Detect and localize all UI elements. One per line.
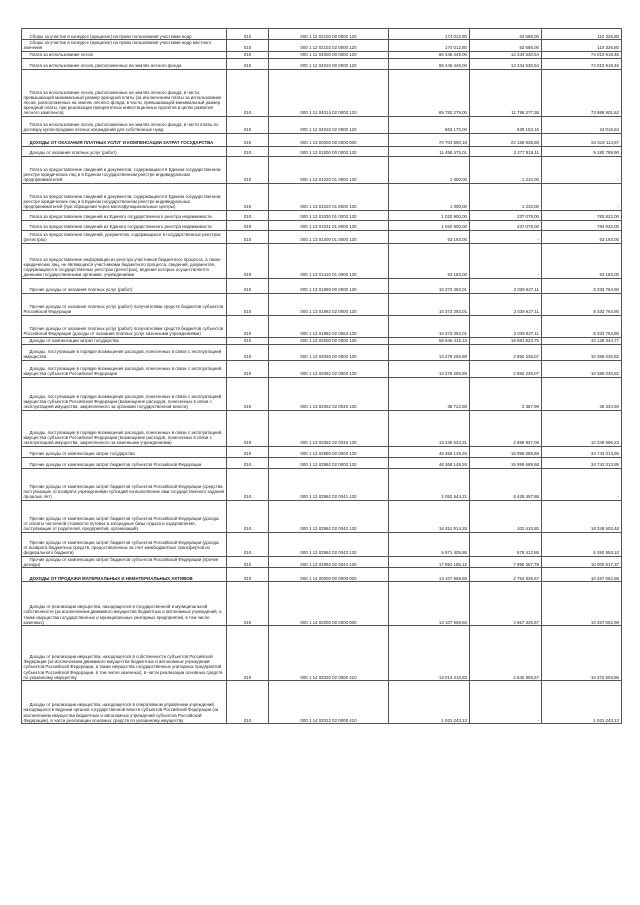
row-executed-cell: 2 640 906,67 (470, 626, 542, 681)
row-line-code-cell: 010 (227, 532, 269, 556)
table-row (22, 278, 622, 293)
row-name-cell: Прочие доходы от оказания платных услуг (работ) (22, 278, 227, 293)
row-line-code-cell: 010 (227, 133, 269, 146)
row-executed-cell: 1 210,00 (470, 156, 542, 183)
row-line-code-cell: 010 (227, 146, 269, 156)
table-row (22, 568, 622, 582)
row-line-code-cell: 010 (227, 183, 269, 210)
row-approved-cell: 85 782 279,00 (389, 69, 470, 116)
row-budget-code-cell: 000 1 13 01031 01 8000 130 (269, 220, 389, 230)
row-budget-code-cell: 000 1 13 01020 01 0000 130 (269, 156, 389, 183)
row-name-cell: Прочие доходы от компенсации затрат государства (22, 446, 227, 457)
row-line-code-cell: 010 (227, 377, 269, 410)
table-row (22, 532, 622, 556)
row-line-code-cell: 010 (227, 116, 269, 133)
row-budget-code-cell: 000 1 13 00000 00 0000 000 (269, 133, 389, 146)
row-line-code-cell: 010 (227, 337, 269, 344)
row-unexecuted-cell: 8 333 764,90 (542, 278, 622, 293)
row-line-code-cell: 010 (227, 315, 269, 337)
row-executed-cell: 12 434 530,54 (470, 58, 542, 69)
row-unexecuted-cell: 8 333 764,90 (542, 293, 622, 315)
row-unexecuted-cell: - (542, 468, 622, 500)
row-line-code-cell: 010 (227, 468, 269, 500)
row-approved-cell: 2 053 644,21 (389, 468, 470, 500)
row-unexecuted-cell: 110 326,80 (542, 40, 622, 52)
report-table-body (22, 29, 622, 724)
row-unexecuted-cell: 34 743 313,95 (542, 446, 622, 457)
table-row (22, 500, 622, 532)
row-name-cell: Плата за использование лесов, расположенных на землях лесного фонда (22, 58, 227, 69)
row-line-code-cell: 010 (227, 51, 269, 58)
row-budget-code-cell: 000 1 13 01020 01 8000 130 (269, 183, 389, 210)
row-line-code-cell: 010 (227, 40, 269, 52)
table-row (22, 344, 622, 360)
row-line-code-cell: 010 (227, 410, 269, 446)
revenue-report-table (21, 28, 621, 724)
table-row (22, 51, 622, 58)
table-row (22, 626, 622, 681)
row-name-cell: Доходы от реализации имущества, находящегося в собственности субъектов Российской Федерации (за исключением движимого имущества бюджетных и автономных учреждений субъектов Российской Федерации, а также имущества государственных унитарных предприятий субъектов Российской Федерации, в том числе казенных), в части реализации основных средств по указанному имуществу (22, 626, 227, 681)
row-unexecuted-cell: 36 334,59 (542, 377, 622, 410)
row-executed-cell: 237 078,00 (470, 210, 542, 220)
row-executed-cell: 19 891 923,75 (470, 337, 542, 344)
row-executed-cell: 2 039 627,11 (470, 315, 542, 337)
row-approved-cell: 1 020 900,00 (389, 220, 470, 230)
row-executed-cell: 22 189 838,88 (470, 133, 542, 146)
row-name-cell: Доходы от реализации имущества, находящегося в оперативном управлении учреждений, находящихся в ведении органов государственной власти субъектов Российской Федерации (за исключением имущества бюджетных и автономных учреждений субъектов Российской Федерации), в части реализации основных средств по указанному имуществу (22, 681, 227, 724)
row-name-cell: Доходы от компенсации затрат государства (22, 337, 227, 344)
row-unexecuted-cell: 63 183,00 (542, 243, 622, 278)
row-budget-code-cell: 000 1 13 02992 02 0041 130 (269, 468, 389, 500)
row-budget-code-cell: 000 1 13 02992 02 0044 130 (269, 556, 389, 568)
table-row (22, 337, 622, 344)
row-unexecuted-cell: 74 010 918,46 (542, 51, 622, 58)
row-line-code-cell: 010 (227, 360, 269, 377)
row-approved-cell: 1 931 243,13 (389, 681, 470, 724)
row-line-code-cell: 010 (227, 210, 269, 220)
row-budget-code-cell: 000 1 12 02102 02 0000 120 (269, 40, 389, 52)
row-approved-cell: 13 013 410,83 (389, 626, 470, 681)
table-row (22, 40, 622, 52)
row-approved-cell: 13 278 265,89 (389, 360, 470, 377)
table-row (22, 377, 622, 410)
row-name-cell: Прочие доходы от оказания платных услуг (работ) получателями средств бюджетов субъектов Российской Федерации (22, 293, 227, 315)
row-budget-code-cell: 000 1 13 01410 01 0000 130 (269, 243, 389, 278)
row-unexecuted-cell: 783 822,00 (542, 220, 622, 230)
table-row (22, 360, 622, 377)
table-row (22, 468, 622, 500)
table-row (22, 410, 622, 446)
row-executed-cell: 2 277 915,11 (470, 146, 542, 156)
row-name-cell: Сборы за участие в конкурсе (аукционе) на право пользования участками недр местного значения (22, 40, 227, 52)
row-name-cell: Доходы, поступающие в порядке возмещения расходов, понесенных в связи с эксплуатацией имущества субъектов Российской Федерации (возмещение расходов, понесенных в связи с эксплуатацией имущества, закрепленного за органами государственной власти) (22, 377, 227, 410)
row-approved-cell: 18 451 914,28 (389, 500, 470, 532)
row-name-cell: Плата за использование лесов, расположенных на землях лесного фонда, в части, превышающей минимальный размер арендной платы (за исключением платы за использование лесов, расположенных на землях лесного фонда, в части, превышающей минимальный размер арендной платы, при реализации приоритетных инвестиционных проектов в целях развития лесного комплекса) (22, 69, 227, 116)
row-approved-cell: 59 646 415,13 (389, 337, 470, 344)
row-name-cell: ДОХОДЫ ОТ ПРОДАЖИ МАТЕРИАЛЬНЫХ И НЕМАТЕРИАЛЬНЫХ АКТИВОВ (22, 568, 227, 582)
row-line-code-cell: 010 (227, 500, 269, 532)
row-executed-cell: 2 387,99 (470, 377, 542, 410)
table-row (22, 556, 622, 568)
row-unexecuted-cell: 24 016,84 (542, 116, 622, 133)
row-name-cell: Прочие доходы от компенсации затрат бюджетов субъектов Российской Федерации (22, 457, 227, 468)
table-row (22, 69, 622, 116)
row-executed-cell: 2 754 935,67 (470, 568, 542, 582)
row-budget-code-cell: 000 1 14 02022 02 0000 410 (269, 681, 389, 724)
row-name-cell: Сборы за участие в конкурсе (аукционе) на право пользования участками недр (22, 29, 227, 40)
row-approved-cell: 13 239 543,31 (389, 410, 470, 446)
row-line-code-cell: 010 (227, 446, 269, 457)
row-approved-cell: 13 107 969,65 (389, 568, 470, 582)
row-executed-cell: 63 686,00 (470, 29, 542, 40)
table-row (22, 116, 622, 133)
row-line-code-cell: 010 (227, 156, 269, 183)
row-budget-code-cell: 000 1 12 04000 00 0000 120 (269, 51, 389, 58)
row-unexecuted-cell: 6 392 993,10 (542, 532, 622, 556)
row-budget-code-cell: 000 1 13 02992 02 0000 130 (269, 457, 389, 468)
row-unexecuted-cell: 783 822,00 (542, 210, 622, 220)
row-name-cell: Доходы, поступающие в порядке возмещения расходов, понесенных в связи с эксплуатацией имущества субъектов Российской Федерации (22, 360, 227, 377)
row-name-cell: Доходы от оказания платных услуг (работ) (22, 146, 227, 156)
row-executed-cell: 11 795 377,38 (470, 69, 542, 116)
row-executed-cell: 578 412,86 (470, 532, 542, 556)
row-line-code-cell: 010 (227, 69, 269, 116)
row-executed-cell: 639 153,16 (470, 116, 542, 133)
row-executed-cell: 63 686,00 (470, 40, 542, 52)
row-approved-cell: 13 278 265,89 (389, 344, 470, 360)
row-executed-cell: 102 410,80 (470, 500, 542, 532)
row-name-cell: Прочие доходы от компенсации затрат бюджетов субъектов Российской Федерации (доходы от оплаты частичной стоимости путевок в загородные базы отдыха и оздоровления, поступающие от родителей, предприятий, организаций) (22, 500, 227, 532)
table-row (22, 220, 622, 230)
row-budget-code-cell: 000 1 13 02992 02 0043 130 (269, 532, 389, 556)
row-executed-cell: 2 667 335,67 (470, 582, 542, 626)
table-row (22, 230, 622, 243)
row-budget-code-cell: 000 1 13 01992 02 0063 130 (269, 315, 389, 337)
table-row (22, 582, 622, 626)
row-executed-cell: - (470, 243, 542, 278)
row-line-code-cell: 010 (227, 243, 269, 278)
row-name-cell: Доходы от реализации имущества, находящегося в государственной и муниципальной собственности (за исключением движимого имущества бюджетных и автономных учреждений, а также имущества государственных и муниципальных унитарных предприятий, в том числе казенных) (22, 582, 227, 626)
row-executed-cell: 2 039 627,11 (470, 293, 542, 315)
row-name-cell: Плата за использование лесов, расположенных на землях лесного фонда, в части платы по договору купли-продажи лесных насаждений для собственных нужд (22, 116, 227, 133)
row-executed-cell: 2 039 627,11 (470, 278, 542, 293)
row-approved-cell: 17 891 185,12 (389, 556, 470, 568)
row-line-code-cell: 010 (227, 293, 269, 315)
row-line-code-cell: 010 (227, 582, 269, 626)
row-executed-cell: 7 890 367,78 (470, 556, 542, 568)
row-unexecuted-cell: 10 386 030,82 (542, 360, 622, 377)
row-line-code-cell: 010 (227, 344, 269, 360)
row-executed-cell: 16 999 688,68 (470, 457, 542, 468)
row-executed-cell: 1 210,00 (470, 183, 542, 210)
row-approved-cell: 46 368 149,26 (389, 457, 470, 468)
row-line-code-cell: 010 (227, 568, 269, 582)
table-row (22, 293, 622, 315)
row-name-cell: Плата за предоставление сведений из Единого государственного реестра недвижимости (22, 210, 227, 220)
row-executed-cell: - (470, 681, 542, 724)
row-budget-code-cell: 000 1 13 01000 00 0000 130 (269, 146, 389, 156)
row-budget-code-cell: 000 1 13 02000 00 0000 130 (269, 337, 389, 344)
row-name-cell: Прочие доходы от оказания платных услуг (работ) получателями средств бюджетов субъектов Российской Федерации (доходы от оказания платных услуг казенными учреждениями) (22, 315, 227, 337)
row-unexecuted-cell: - (542, 156, 622, 183)
table-row (22, 29, 622, 40)
row-budget-code-cell: 000 1 13 01990 00 0000 130 (269, 278, 389, 293)
row-approved-cell: 1 020 900,00 (389, 210, 470, 220)
table-row (22, 146, 622, 156)
row-executed-cell: 8 428 497,88 (470, 468, 542, 500)
row-executed-cell: 2 892 235,07 (470, 360, 542, 377)
row-unexecuted-cell: 110 326,80 (542, 29, 622, 40)
row-name-cell: Плата за предоставление сведений и документов, содержащихся в Едином государственном реестре юридических лиц и в Едином государственном реестре индивидуальных предпринимателей (22, 156, 227, 183)
row-approved-cell: 63 183,00 (389, 230, 470, 243)
row-approved-cell: 1 000,00 (389, 156, 470, 183)
row-unexecuted-cell: 9 180 789,90 (542, 146, 622, 156)
row-approved-cell: 11 458 475,01 (389, 146, 470, 156)
row-approved-cell: 38 722,58 (389, 377, 470, 410)
row-budget-code-cell: 000 1 12 04015 02 0000 120 (269, 116, 389, 133)
row-name-cell: Доходы, поступающие в порядке возмещения расходов, понесенных в связи с эксплуатацией имущества субъектов Российской Федерации (возмещение расходов, понесенных в связи с эксплуатацией имущества, закрепленного за казенными учреждениями) (22, 410, 227, 446)
table-row (22, 133, 622, 146)
row-line-code-cell: 010 (227, 556, 269, 568)
row-executed-cell: 2 889 847,08 (470, 410, 542, 446)
row-budget-code-cell: 000 1 13 02990 00 0000 130 (269, 446, 389, 457)
table-row (22, 457, 622, 468)
row-budget-code-cell: 000 1 12 02100 00 0000 120 (269, 29, 389, 40)
row-name-cell: Доходы, поступающие в порядке возмещения расходов, понесенных в связи с эксплуатацией имущества (22, 344, 227, 360)
row-unexecuted-cell: 54 519 114,87 (542, 133, 622, 146)
table-row (22, 183, 622, 210)
row-unexecuted-cell: 73 986 901,62 (542, 69, 622, 116)
row-budget-code-cell: 000 1 13 01030 01 0000 130 (269, 210, 389, 220)
row-approved-cell: 6 971 405,86 (389, 532, 470, 556)
row-approved-cell: 86 446 449,00 (389, 58, 470, 69)
row-unexecuted-cell: 10 349 696,23 (542, 410, 622, 446)
row-budget-code-cell: 000 1 14 00000 00 0000 000 (269, 568, 389, 582)
row-name-cell: ДОХОДЫ ОТ ОКАЗАНИЯ ПЛАТНЫХ УСЛУГ И КОМПЕНСАЦИИ ЗАТРАТ ГОСУДАРСТВА (22, 133, 227, 146)
row-name-cell: Плата за использование лесов (22, 51, 227, 58)
row-unexecuted-cell: 10 467 062,98 (542, 568, 622, 582)
row-approved-cell: 174 012,80 (389, 29, 470, 40)
row-approved-cell: 46 368 149,26 (389, 446, 470, 457)
row-line-code-cell: 010 (227, 29, 269, 40)
row-line-code-cell: 010 (227, 626, 269, 681)
row-name-cell: Плата за предоставление сведений из Единого государственного реестра недвижимости (22, 220, 227, 230)
row-unexecuted-cell: 74 010 918,46 (542, 58, 622, 69)
row-unexecuted-cell: 10 386 030,82 (542, 344, 622, 360)
row-budget-code-cell: 000 1 13 02062 02 0046 130 (269, 410, 389, 446)
row-unexecuted-cell: 1 931 243,13 (542, 681, 622, 724)
row-approved-cell: 13 107 969,65 (389, 582, 470, 626)
row-approved-cell: 10 373 392,01 (389, 278, 470, 293)
row-budget-code-cell: 000 1 14 02000 00 0000 000 (269, 582, 389, 626)
row-budget-code-cell: 000 1 13 01992 02 0000 130 (269, 293, 389, 315)
row-name-cell: Прочие доходы от компенсации затрат бюджетов субъектов Российской Федерации (средства, поступающие от возврата учреждениями субсидий на выполнение ими государственного задания прошлых лет) (22, 468, 227, 500)
row-name-cell: Прочие доходы от компенсации затрат бюджетов субъектов Российской Федерации (прочие доходы) (22, 556, 227, 568)
table-row (22, 315, 622, 337)
table-row (22, 210, 622, 220)
report-table (21, 28, 622, 724)
row-unexecuted-cell: 8 333 764,90 (542, 315, 622, 337)
row-budget-code-cell: 000 1 13 02062 02 0045 130 (269, 377, 389, 410)
row-executed-cell: 237 078,00 (470, 220, 542, 230)
row-budget-code-cell: 000 1 12 04014 02 0000 120 (269, 69, 389, 116)
row-name-cell: Плата за предоставление сведений, документов, содержащихся в государственных реестрах (регистрах) (22, 230, 227, 243)
row-approved-cell: 663 170,00 (389, 116, 470, 133)
table-row (22, 681, 622, 724)
row-name-cell: Прочие доходы от компенсации затрат бюджетов субъектов Российской Федерации (доходы от возврата бюджетных средств, предоставленных за счет межбюджетных трансфертов из федерального бюджета) (22, 532, 227, 556)
row-unexecuted-cell: 63 183,00 (542, 230, 622, 243)
table-row (22, 156, 622, 183)
row-budget-code-cell: 000 1 13 02992 02 0042 130 (269, 500, 389, 532)
row-approved-cell: 10 373 392,01 (389, 293, 470, 315)
row-approved-cell: 1 000,00 (389, 183, 470, 210)
row-unexecuted-cell: 34 743 313,95 (542, 457, 622, 468)
row-unexecuted-cell: 10 000 817,37 (542, 556, 622, 568)
row-unexecuted-cell: 43 129 344,77 (542, 337, 622, 344)
row-executed-cell: 12 434 530,54 (470, 51, 542, 58)
row-budget-code-cell: 000 1 12 04010 00 0000 120 (269, 58, 389, 69)
row-executed-cell: - (470, 230, 542, 243)
row-executed-cell: 16 999 688,68 (470, 446, 542, 457)
row-executed-cell: 2 892 235,07 (470, 344, 542, 360)
table-row (22, 243, 622, 278)
row-name-cell: Плата за предоставление информации из реестра участников бюджетного процесса, а также юридических лиц, не являющихся участниками бюджетного процесса, сведений, документов, содержащихся в государственных реестрах (регистрах), ведение которых осуществляется данными государственными органами, учреждениями (22, 243, 227, 278)
table-row (22, 58, 622, 69)
row-line-code-cell: 010 (227, 58, 269, 69)
row-approved-cell: 10 373 392,01 (389, 315, 470, 337)
row-unexecuted-cell: - (542, 183, 622, 210)
row-unexecuted-cell: 10 372 503,96 (542, 626, 622, 681)
row-unexecuted-cell: 18 349 503,48 (542, 500, 622, 532)
row-budget-code-cell: 000 1 14 02020 02 0000 410 (269, 626, 389, 681)
row-budget-code-cell: 000 1 13 01400 01 0000 130 (269, 230, 389, 243)
row-budget-code-cell: 000 1 13 02062 02 0000 130 (269, 360, 389, 377)
row-approved-cell: 63 183,00 (389, 243, 470, 278)
row-line-code-cell: 010 (227, 681, 269, 724)
table-row (22, 446, 622, 457)
row-budget-code-cell: 000 1 13 02060 00 0000 130 (269, 344, 389, 360)
row-line-code-cell: 010 (227, 278, 269, 293)
row-approved-cell: 86 446 449,00 (389, 51, 470, 58)
row-line-code-cell: 010 (227, 457, 269, 468)
row-unexecuted-cell: 10 467 062,98 (542, 582, 622, 626)
row-line-code-cell: 010 (227, 230, 269, 243)
row-name-cell: Плата за предоставление сведений и документов, содержащихся в Едином государственном реестре юридических лиц и в Едином государственном реестре индивидуальных предпринимателей (при обращении через многофункциональные центры) (22, 183, 227, 210)
row-approved-cell: 174 012,80 (389, 40, 470, 52)
row-line-code-cell: 010 (227, 220, 269, 230)
row-approved-cell: 70 704 890,18 (389, 133, 470, 146)
